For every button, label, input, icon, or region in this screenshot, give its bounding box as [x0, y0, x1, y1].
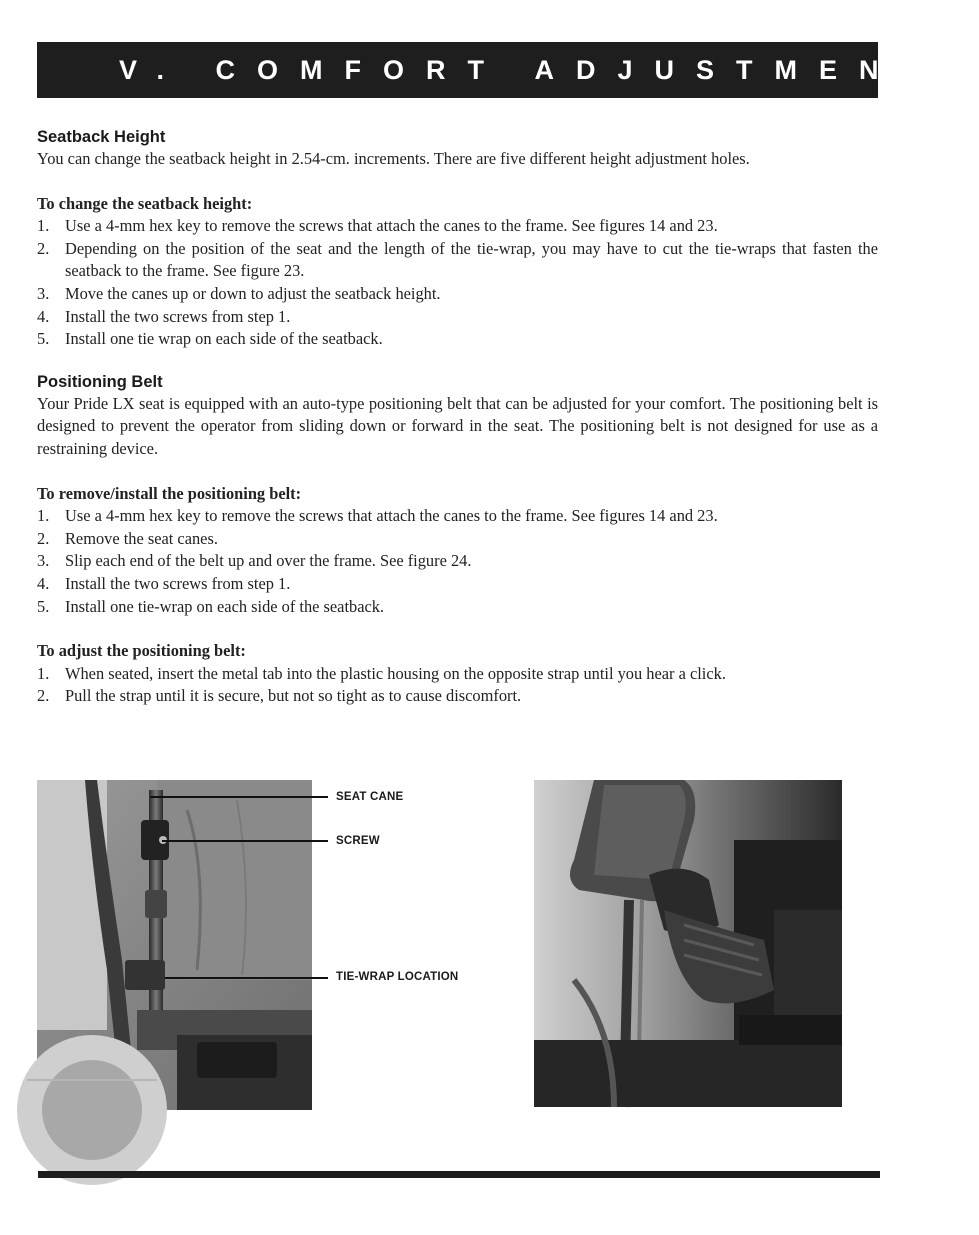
- list-item: [37, 573, 878, 596]
- step-number: 1.: [37, 506, 50, 526]
- step-number: 5.: [37, 596, 50, 616]
- list-item: [37, 550, 878, 573]
- list-item: [37, 596, 878, 619]
- list-item: [37, 528, 878, 551]
- step-number: 2.: [37, 528, 50, 548]
- list-item: [37, 238, 878, 283]
- positioning-belt-photo: [534, 780, 842, 1107]
- belt-adjust-subheading: To adjust the positioning belt:: [37, 641, 246, 661]
- list-item: [37, 685, 878, 708]
- list-item: [37, 215, 878, 238]
- belt-remove-steps: [37, 505, 878, 618]
- step-text: Move the canes up or down to adjust the seatback height.: [65, 283, 441, 303]
- seatback-heading: Seatback Height: [37, 128, 166, 146]
- step-number: 3.: [37, 551, 50, 571]
- step-text: Use a 4-mm hex key to remove the screws that attach the canes to the frame. See figures 14 and 23.: [65, 216, 718, 236]
- step-text: Use a 4-mm hex key to remove the screws that attach the canes to the frame. See figures 14 and 23.: [65, 506, 718, 526]
- section-banner: V. COMFORT ADJUSTMENTS: [37, 42, 878, 98]
- step-number: 2.: [37, 238, 50, 258]
- seatback-intro: You can change the seatback height in 2.54-cm. increments. There are five different height adjustment holes.: [37, 149, 750, 168]
- step-text: Slip each end of the belt up and over the frame. See figure 24.: [65, 551, 472, 571]
- step-number: 2.: [37, 686, 50, 706]
- step-number: 4.: [37, 306, 50, 326]
- step-text: Pull the strap until it is secure, but not so tight as to cause discomfort.: [65, 686, 522, 706]
- step-text: When seated, insert the metal tab into the plastic housing on the opposite strap until you hear a click.: [65, 663, 726, 683]
- belt-remove-subheading: To remove/install the positioning belt:: [37, 483, 302, 503]
- list-item: [37, 306, 878, 329]
- tie-wrap-callout-line: [165, 977, 328, 979]
- list-item: [37, 283, 878, 306]
- step-number: 1.: [37, 663, 50, 683]
- step-text: Install the two screws from step 1.: [65, 573, 291, 593]
- list-item: [37, 328, 878, 351]
- step-text: Remove the seat canes.: [65, 528, 218, 548]
- step-number: 4.: [37, 573, 50, 593]
- seat-cane-photo: [37, 780, 312, 1110]
- step-text: Install one tie-wrap on each side of the seatback.: [65, 596, 385, 616]
- seat-cane-illustration: [37, 780, 312, 1110]
- seat-cane-callout-line: [150, 796, 328, 798]
- step-text: Depending on the position of the seat and the length of the tie-wrap, you may have to cut the tie-wraps that fasten the seatback to the frame. See figure 23.: [65, 238, 878, 281]
- screw-callout-line: [162, 840, 328, 842]
- step-text: Install one tie wrap on each side of the seatback.: [65, 329, 383, 349]
- step-number: 1.: [37, 216, 50, 236]
- seat-cane-label: SEAT CANE: [336, 791, 404, 803]
- belt-adjust-steps: [37, 663, 878, 708]
- step-number: 5.: [37, 329, 50, 349]
- seatback-subheading: To change the seatback height:: [37, 193, 253, 213]
- seatback-steps: [37, 215, 878, 351]
- tie-wrap-label: TIE-WRAP LOCATION: [336, 971, 459, 983]
- positioning-belt-illustration: [534, 780, 842, 1107]
- belt-intro: Your Pride LX seat is equipped with an auto-type positioning belt that can be adjusted for your comfort. The positioning belt is designed to prevent the operator from sliding down or forward in the seat. The positioning belt is not designed for use as a restraining device.: [37, 393, 878, 458]
- belt-heading: Positioning Belt: [37, 372, 163, 391]
- list-item: [37, 505, 878, 528]
- screw-label: SCREW: [336, 835, 380, 847]
- page-content: [37, 126, 878, 708]
- list-item: [37, 663, 878, 686]
- footer-rule: [38, 1171, 880, 1178]
- step-text: Install the two screws from step 1.: [65, 306, 291, 326]
- step-number: 3.: [37, 283, 50, 303]
